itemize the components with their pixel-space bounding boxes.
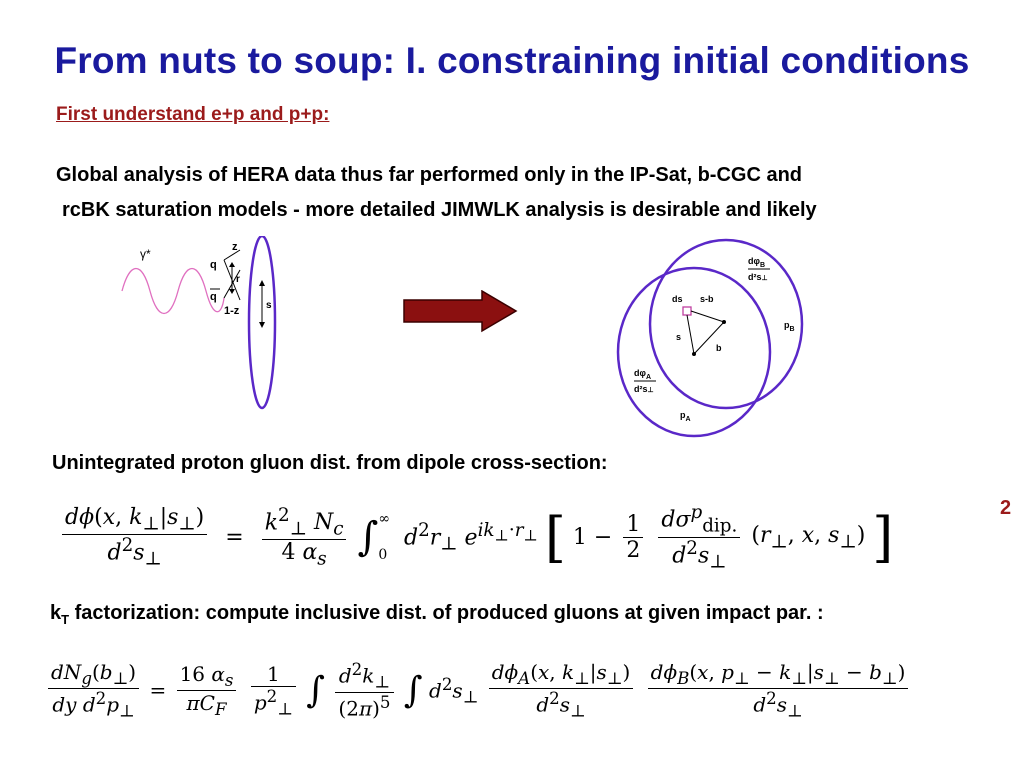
equation-kt-factorization: $\frac{dN_g(b_\perp)}{dy d^2p_\perp}$ = $\frac{16 \alpha_s}{\pi C_F}$ $\frac{1}{p^2_\perp}$ ∫ $\frac{d^2k_\perp}{(2\pi)^5}$ ∫ $d^2s_\perp$ $\frac{d\phi_A(x, k_\perp|s_\perp)}{d^2s_\perp}$ $\frac{d\phi_B(x, p_\perp - k_\perp|s_\perp - b_\perp)}{d^2s_\perp}$	[44, 660, 912, 721]
section-1-heading: Unintegrated proton gluon dist. from dipole cross-section:	[52, 452, 608, 474]
b-vector-label: b	[716, 343, 722, 353]
pB-label: $p_B$	[784, 320, 795, 333]
kt-subscript: T	[61, 612, 70, 627]
section-2-heading	[50, 602, 824, 627]
overlap-diagram	[614, 236, 806, 440]
page-title: From nuts to soup: I. constraining initial conditions	[54, 40, 970, 81]
ds-label: ds	[672, 294, 683, 304]
subtitle: First understand e+p and p+p:	[56, 104, 330, 125]
one-minus-z-label: 1-z	[224, 305, 240, 317]
section-2-text: factorization: compute inclusive dist. of produced gluons at given impact par. :	[74, 602, 824, 624]
q-label: q	[210, 259, 217, 271]
r-label: r	[236, 274, 240, 285]
pA-label: $p_A$	[680, 410, 691, 423]
photon-label: γ*	[140, 247, 151, 261]
intro-line-2: rcBK saturation models - more detailed JIMWLK analysis is desirable and likely	[62, 199, 817, 221]
dphiA-label: $d\varphi_A$	[634, 368, 651, 381]
equation-unintegrated-gluon: $\frac{d\phi(x, k_\perp|s_\perp)}{d^2s_\perp}$ = $\frac{k^2_\perp N_c}{4 \alpha_s}$ ∫ ∞ 0 $d^2r_\perp$ $e^{ik_\perp\cdot r_\perp}$ [ 1 − $\frac{1}{2}$ $\frac{d\sigma^p_{dip.}}{d^2s_\perp}$ ($r_\perp$, x, $s_\perp$) ]	[58, 502, 893, 572]
s-label: s	[266, 300, 272, 311]
qbar-label: q	[210, 291, 217, 303]
dphiB-label: $d\varphi_B$	[748, 256, 765, 269]
kt-k: k	[50, 602, 62, 624]
right-arrow-icon	[402, 290, 518, 334]
d2s-label-b: d²s⊥	[748, 272, 768, 282]
z-label: z	[232, 241, 238, 253]
s-vector-label: s	[676, 332, 682, 342]
equation-exponent-2: 2	[1000, 497, 1012, 519]
dipole-diagram	[112, 236, 287, 416]
s-minus-b-label: s-b	[700, 294, 714, 304]
d2s-label-a: d²s⊥	[634, 384, 654, 394]
intro-line-1: Global analysis of HERA data thus far performed only in the IP-Sat, b-CGC and	[56, 164, 803, 186]
